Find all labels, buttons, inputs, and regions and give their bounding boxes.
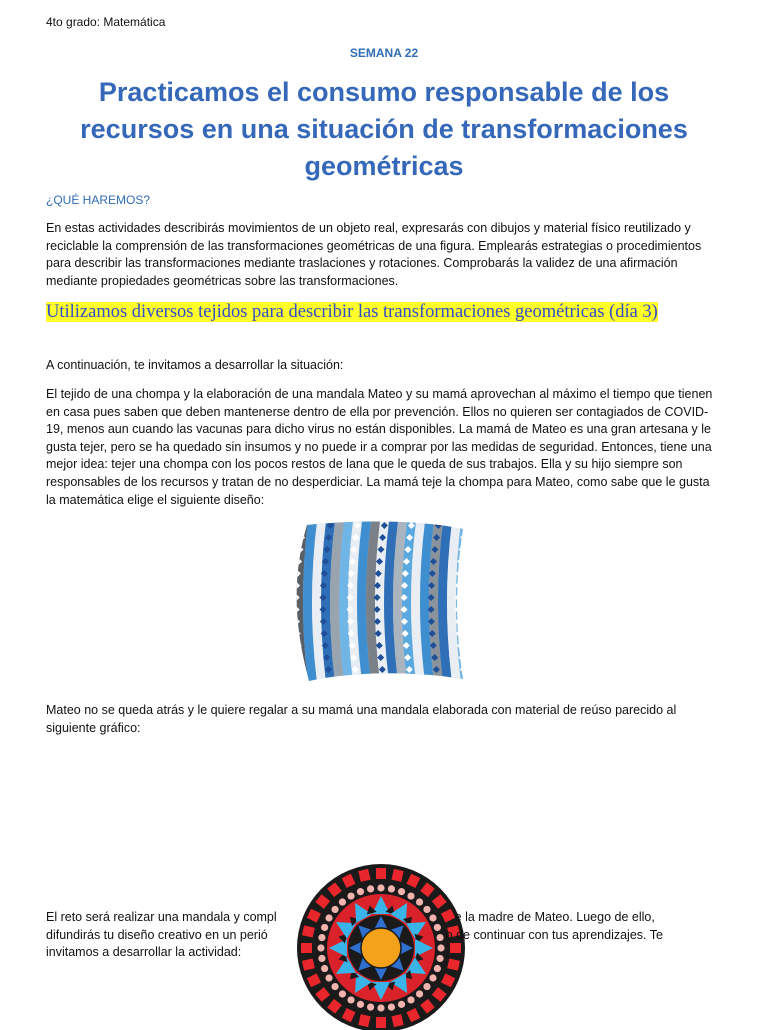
after-image-text: Mateo no se queda atrás y le quiere regalar a su mamá una mandala elaborada con material de reúso parecido al siguiente gráfico: bbox=[46, 703, 677, 735]
situation-intro: A continuación, te invitamos a desarrollar la situación: bbox=[46, 358, 344, 372]
knit-pattern-image bbox=[295, 519, 467, 685]
week-label: SEMANA 22 bbox=[349, 46, 419, 60]
section-heading: ¿QUÉ HAREMOS? bbox=[46, 193, 151, 207]
challenge-line-1a: El reto será realizar una mandala y compl bbox=[46, 910, 277, 924]
challenge-line-1b: e la madre de Mateo. Luego de ello, bbox=[454, 910, 655, 924]
situation-paragraph: El tejido de una chompa y la elaboración de una mandala Mateo y su mamá aprovechan al máximo el tiempo que tienen en casa pues saben que deben mantenerse dentro de ella por prevención. Ellos no quieren ser contagiados de COVID-19, menos aun cuando las vacunas para dicho virus no están disponibles. La mamá de Mateo es una gran artesana y le gusta tejer, pero se ha quedado sin insumos y no puede ir a comprar por las medidas de seguridad. Entonces, tiene una mejor idea: tejer una chompa con los pocos restos de lana que le queda de sus trabajos. Ella y su hijo siempre son responsables de los recursos y tratan de no desperdiciar. La mamá teje la chompa para Mateo, como sabe que le gusta la matemática elige el siguiente diseño: bbox=[46, 387, 713, 507]
challenge-line-2a: difundirás tu diseño creativo en un perió bbox=[46, 927, 268, 942]
challenge-text bbox=[46, 909, 722, 962]
grade-label: 4to grado: Matemática bbox=[46, 15, 166, 29]
challenge-line-3: invitamos a desarrollar la actividad: bbox=[46, 945, 242, 960]
highlighted-heading-text: Utilizamos diversos tejidos para describir las transformaciones geométricas (día 3) bbox=[46, 302, 658, 322]
section-text: En estas actividades describirás movimientos de un objeto real, expresarás con dibujos y material físico reutilizado y reciclable la comprensión de las transformaciones geométricas de una figura. Emplearás estrategias o procedimientos para describir las transformaciones mediante traslaciones y rotaciones. Comprobarás la validez de una afirmación mediante propiedades geométricas sobre las transformaciones. bbox=[46, 221, 702, 288]
highlighted-heading bbox=[46, 300, 722, 324]
page-title: Practicamos el consumo responsable de los recursos en una situación de transformaciones geométricas bbox=[80, 77, 688, 181]
challenge-line-2b: o de continuar con tus aprendizajes. Te bbox=[445, 927, 663, 942]
